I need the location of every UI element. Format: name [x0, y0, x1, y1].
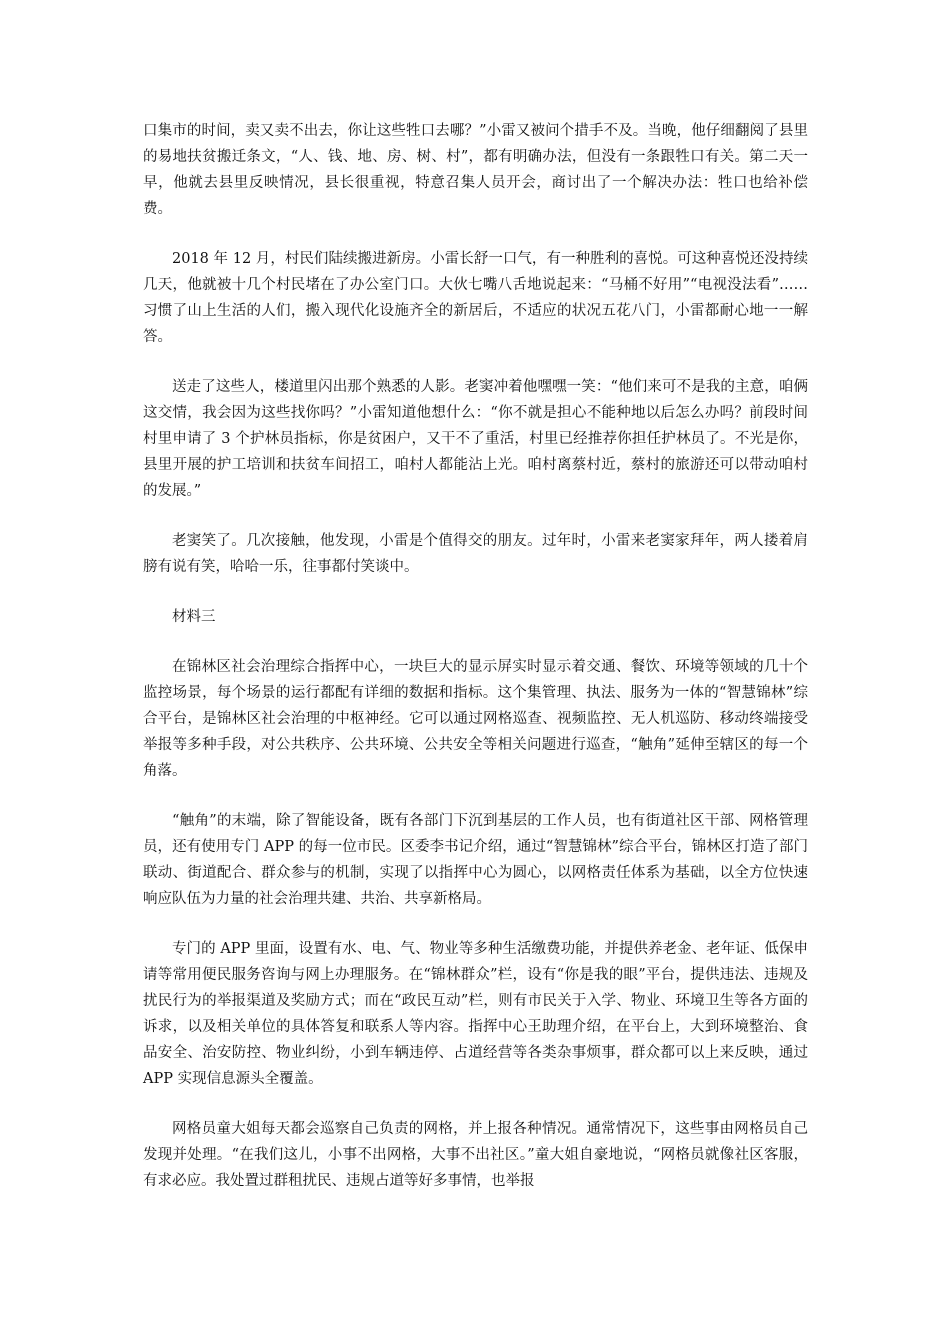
paragraph-moving-day: 2018 年 12 月，村民们陆续搬进新房。小雷长舒一口气，有一种胜利的喜悦。可这种喜悦还没持续几天，他就被十几个村民堵在了办公室门口。大伙七嘴八舌地说起来：“马桶不好用”“电视没法看”……习惯了山上生活的人们，搬入现代化设施齐全的新居后，不适应的状况五花八门，小雷都耐心地一一解答。 — [143, 251, 808, 345]
paragraph-friendship: 老窦笑了。几次接触，他发现，小雷是个值得交的朋友。过年时，小雷来老窦家拜年，两人搂着肩膀有说有笑，哈哈一乐，往事都付笑谈中。 — [143, 533, 808, 575]
paragraph-lao-dou: 送走了这些人，楼道里闪出那个熟悉的人影。老窦冲着他嘿嘿一笑：“他们来可不是我的主意，咱俩这交情，我会因为这些找你吗？”小雷知道他想什么：“你不就是担心不能种地以后怎么办吗？前段时间村里申请了 3 个护林员指标，你是贫困户，又干不了重活，村里已经推荐你担任护林员了。不光是你，县里开展的护工培训和扶贫车间招工，咱村人都能沾上光。咱村离蔡村近，蔡村的旅游还可以带动咱村的发展。” — [143, 379, 808, 499]
paragraph-tentacles: “触角”的末端，除了智能设备，既有各部门下沉到基层的工作人员，也有街道社区干部、网格管理员，还有使用专门 APP 的每一位市民。区委李书记介绍，通过“智慧锦林”综合平台，锦林区打造了部门联动、街道配合、群众参与的机制，实现了以指挥中心为圆心，以网格责任体系为基础，以全方位快速响应队伍为力量的社会治理共建、共治、共享新格局。 — [143, 813, 808, 907]
document-page — [143, 118, 808, 1218]
paragraph-continuation: 口集市的时间，卖又卖不出去，你让这些牲口去哪？”小雷又被问个措手不及。当晚，他仔细翻阅了县里的易地扶贫搬迁条文，“人、钱、地、房、树、村”，都有明确办法，但没有一条跟牲口有关。第二天一早，他就去县里反映情况，县长很重视，特意召集人员开会，商讨出了一个解决办法：牲口也给补偿费。 — [143, 123, 808, 217]
section-heading-material-three: 材料三 — [172, 609, 216, 625]
paragraph-app-features: 专门的 APP 里面，设置有水、电、气、物业等多种生活缴费功能，并提供养老金、老年证、低保申请等常用便民服务咨询与网上办理服务。在“锦林群众”栏，设有“你是我的眼”平台，提供违法、违规及扰民行为的举报渠道及奖励方式；而在“政民互动”栏，则有市民关于入学、物业、环境卫生等各方面的诉求，以及相关单位的具体答复和联系人等内容。指挥中心王助理介绍，在平台上，大到环境整治、食品安全、治安防控、物业纠纷，小到车辆违停、占道经营等各类杂事烦事，群众都可以上来反映，通过 APP 实现信息源头全覆盖。 — [143, 941, 808, 1087]
paragraph-command-center: 在锦林区社会治理综合指挥中心，一块巨大的显示屏实时显示着交通、餐饮、环境等领域的几十个监控场景，每个场景的运行都配有详细的数据和指标。这个集管理、执法、服务为一体的“智慧锦林”综合平台，是锦林区社会治理的中枢神经。它可以通过网格巡查、视频监控、无人机巡防、移动终端接受举报等多种手段，对公共秩序、公共环境、公共安全等相关问题进行巡查，“触角”延伸至辖区的每一个角落。 — [143, 659, 808, 779]
paragraph-grid-worker: 网格员童大姐每天都会巡察自己负责的网格，并上报各种情况。通常情况下，这些事由网格员自己发现并处理。“在我们这儿，小事不出网格，大事不出社区。”童大姐自豪地说，“网格员就像社区客服，有求必应。我处置过群租扰民、违规占道等好多事情，也举报 — [143, 1121, 808, 1189]
